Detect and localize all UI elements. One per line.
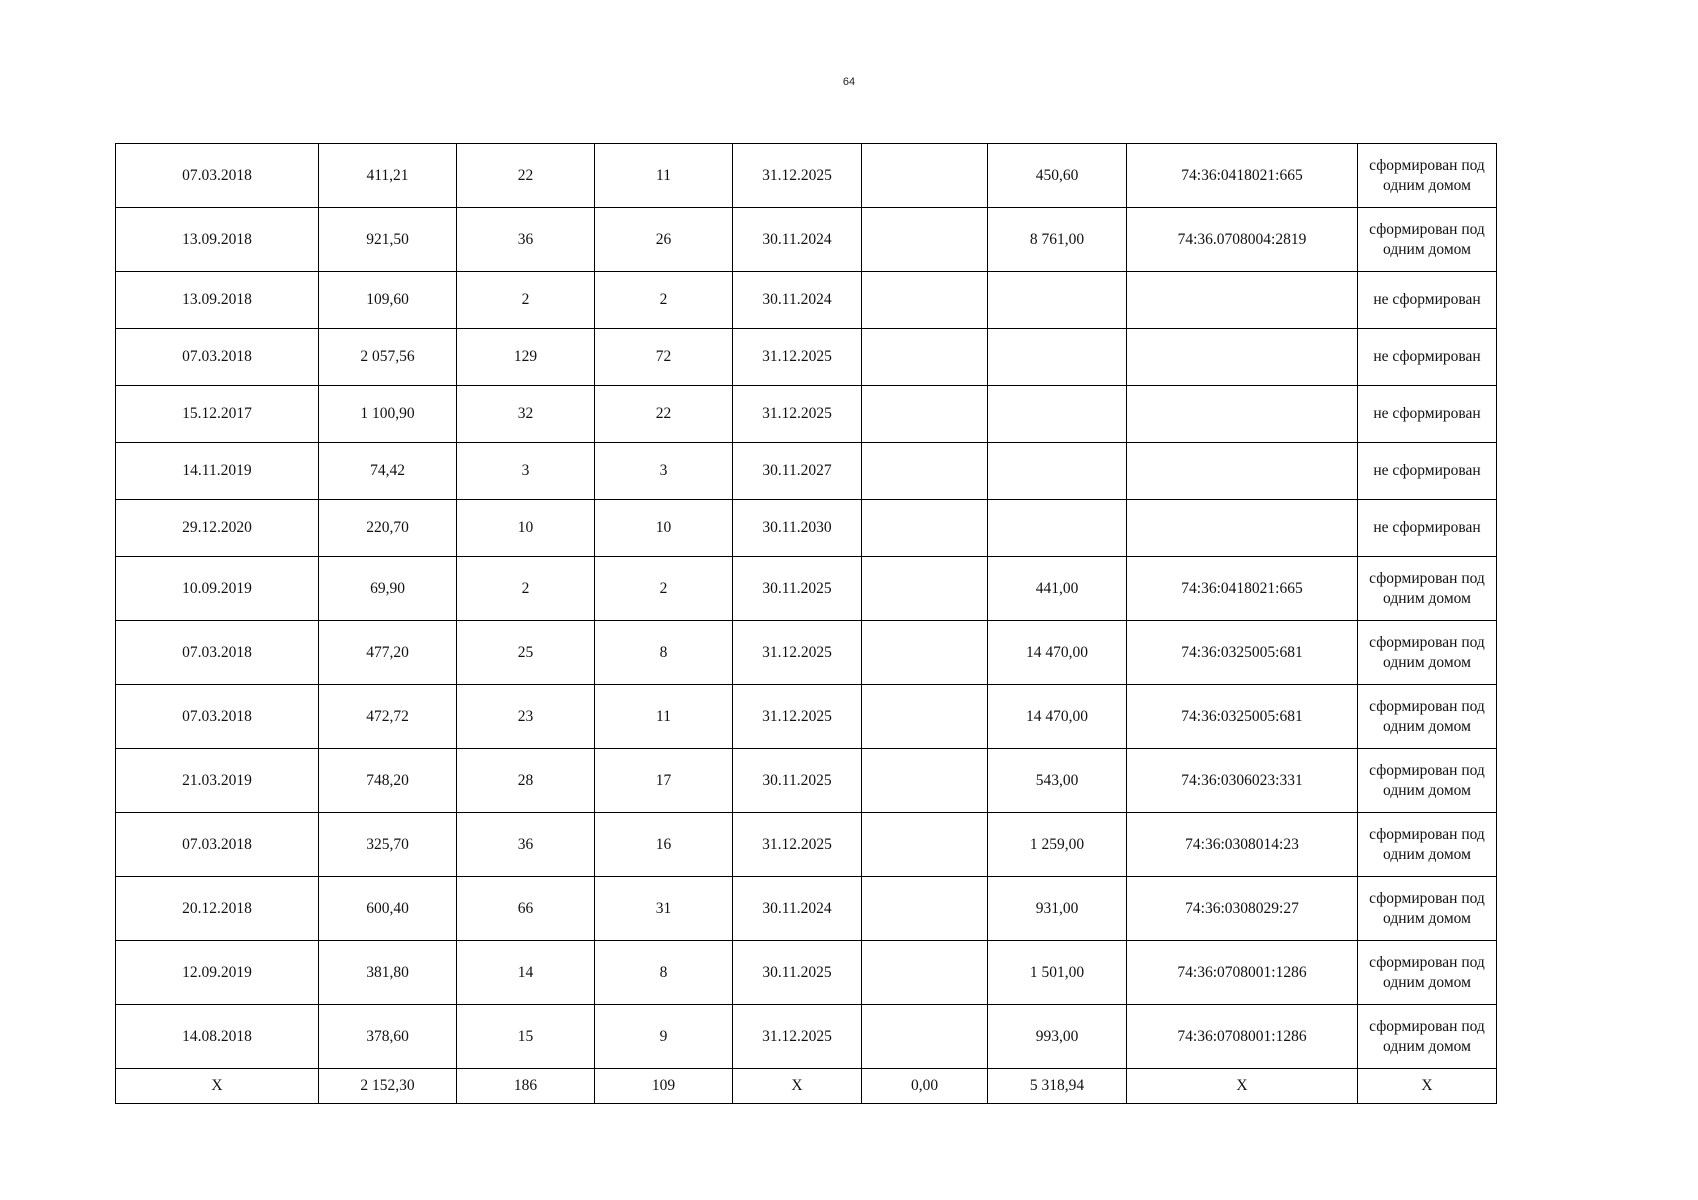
land-status-cell: сформирован под одним домом [1358,685,1497,749]
units-cell: 26 [595,208,733,272]
cadastral-number-cell [1127,272,1358,329]
deadline-cell: 31.12.2025 [733,685,862,749]
date-cell: 07.03.2018 [116,685,319,749]
land-status-cell: сформирован под одним домом [1358,144,1497,208]
date-cell: 10.09.2019 [116,557,319,621]
date-cell: 29.12.2020 [116,500,319,557]
deadline-cell: 31.12.2025 [733,621,862,685]
table-row [116,877,1497,941]
table-row [116,272,1497,329]
residents-cell: 66 [457,877,595,941]
area-cell: 1 100,90 [319,386,457,443]
cadastral-number-cell: 74:36:0418021:665 [1127,557,1358,621]
area-cell: 600,40 [319,877,457,941]
empty-cell [862,329,988,386]
land-status-cell: сформирован под одним домом [1358,941,1497,1005]
land-status-cell: сформирован под одним домом [1358,813,1497,877]
land-area-cell: 8 761,00 [988,208,1127,272]
residents-cell: 23 [457,685,595,749]
land-status-cell: не сформирован [1358,443,1497,500]
cadastral-number-cell [1127,386,1358,443]
land-area-cell [988,500,1127,557]
cadastral-number-cell: 74:36.0708004:2819 [1127,208,1358,272]
table-row [116,443,1497,500]
land-status-cell: сформирован под одним домом [1358,1005,1497,1069]
table-row [116,386,1497,443]
deadline-cell: 30.11.2030 [733,500,862,557]
land-status-cell: сформирован под одним домом [1358,621,1497,685]
units-cell: 2 [595,272,733,329]
land-area-cell: 14 470,00 [988,685,1127,749]
residents-cell: 2 [457,272,595,329]
empty-cell [862,749,988,813]
total-cell: X [1127,1069,1358,1104]
total-cell: X [1358,1069,1497,1104]
residents-cell: 36 [457,208,595,272]
deadline-cell: 31.12.2025 [733,144,862,208]
total-cell: 5 318,94 [988,1069,1127,1104]
land-area-cell: 14 470,00 [988,621,1127,685]
empty-cell [862,443,988,500]
table-row [116,813,1497,877]
cadastral-number-cell: 74:36:0708001:1286 [1127,941,1358,1005]
land-area-cell [988,443,1127,500]
empty-cell [862,500,988,557]
table-row [116,941,1497,1005]
page-number: 64 [842,76,856,88]
area-cell: 2 057,56 [319,329,457,386]
date-cell: 14.08.2018 [116,1005,319,1069]
empty-cell [862,557,988,621]
table-row [116,329,1497,386]
units-cell: 10 [595,500,733,557]
empty-cell [862,386,988,443]
land-area-cell: 1 501,00 [988,941,1127,1005]
cadastral-number-cell: 74:36:0325005:681 [1127,685,1358,749]
residents-cell: 36 [457,813,595,877]
date-cell: 21.03.2019 [116,749,319,813]
land-status-cell: не сформирован [1358,386,1497,443]
total-cell: 186 [457,1069,595,1104]
area-cell: 381,80 [319,941,457,1005]
area-cell: 748,20 [319,749,457,813]
deadline-cell: 30.11.2024 [733,272,862,329]
table-row [116,685,1497,749]
area-cell: 477,20 [319,621,457,685]
deadline-cell: 30.11.2025 [733,749,862,813]
empty-cell [862,941,988,1005]
land-status-cell: сформирован под одним домом [1358,749,1497,813]
date-cell: 07.03.2018 [116,329,319,386]
land-area-cell: 441,00 [988,557,1127,621]
total-row [116,1069,1497,1104]
units-cell: 9 [595,1005,733,1069]
units-cell: 2 [595,557,733,621]
area-cell: 411,21 [319,144,457,208]
deadline-cell: 31.12.2025 [733,386,862,443]
residents-cell: 25 [457,621,595,685]
area-cell: 325,70 [319,813,457,877]
area-cell: 220,70 [319,500,457,557]
table-row [116,1005,1497,1069]
units-cell: 8 [595,621,733,685]
data-table [115,143,1497,1104]
residents-cell: 3 [457,443,595,500]
date-cell: 07.03.2018 [116,144,319,208]
units-cell: 17 [595,749,733,813]
land-status-cell: не сформирован [1358,272,1497,329]
deadline-cell: 30.11.2024 [733,208,862,272]
land-area-cell [988,272,1127,329]
units-cell: 22 [595,386,733,443]
date-cell: 07.03.2018 [116,621,319,685]
total-cell: X [116,1069,319,1104]
deadline-cell: 30.11.2025 [733,557,862,621]
cadastral-number-cell: 74:36:0306023:331 [1127,749,1358,813]
total-cell: 0,00 [862,1069,988,1104]
empty-cell [862,621,988,685]
cadastral-number-cell: 74:36:0308014:23 [1127,813,1358,877]
units-cell: 11 [595,144,733,208]
land-status-cell: сформирован под одним домом [1358,208,1497,272]
empty-cell [862,1005,988,1069]
empty-cell [862,813,988,877]
deadline-cell: 30.11.2025 [733,941,862,1005]
date-cell: 13.09.2018 [116,208,319,272]
land-status-cell: сформирован под одним домом [1358,877,1497,941]
cadastral-number-cell: 74:36:0418021:665 [1127,144,1358,208]
residents-cell: 22 [457,144,595,208]
area-cell: 109,60 [319,272,457,329]
cadastral-number-cell: 74:36:0708001:1286 [1127,1005,1358,1069]
table-row [116,621,1497,685]
units-cell: 11 [595,685,733,749]
area-cell: 69,90 [319,557,457,621]
cadastral-number-cell: 74:36:0325005:681 [1127,621,1358,685]
table-row [116,144,1497,208]
empty-cell [862,272,988,329]
total-cell: 109 [595,1069,733,1104]
deadline-cell: 31.12.2025 [733,1005,862,1069]
empty-cell [862,208,988,272]
date-cell: 07.03.2018 [116,813,319,877]
table-row [116,557,1497,621]
empty-cell [862,144,988,208]
land-area-cell: 450,60 [988,144,1127,208]
empty-cell [862,877,988,941]
units-cell: 8 [595,941,733,1005]
residents-cell: 10 [457,500,595,557]
deadline-cell: 31.12.2025 [733,813,862,877]
date-cell: 15.12.2017 [116,386,319,443]
residents-cell: 2 [457,557,595,621]
date-cell: 14.11.2019 [116,443,319,500]
residents-cell: 129 [457,329,595,386]
residents-cell: 14 [457,941,595,1005]
residents-cell: 32 [457,386,595,443]
area-cell: 921,50 [319,208,457,272]
cadastral-number-cell: 74:36:0308029:27 [1127,877,1358,941]
land-area-cell [988,329,1127,386]
date-cell: 13.09.2018 [116,272,319,329]
land-status-cell: не сформирован [1358,500,1497,557]
deadline-cell: 30.11.2027 [733,443,862,500]
deadline-cell: 31.12.2025 [733,329,862,386]
cadastral-number-cell [1127,500,1358,557]
table-row [116,208,1497,272]
land-status-cell: сформирован под одним домом [1358,557,1497,621]
land-area-cell: 1 259,00 [988,813,1127,877]
residents-cell: 28 [457,749,595,813]
total-cell: 2 152,30 [319,1069,457,1104]
table-row [116,749,1497,813]
deadline-cell: 30.11.2024 [733,877,862,941]
date-cell: 20.12.2018 [116,877,319,941]
cadastral-number-cell [1127,329,1358,386]
residents-cell: 15 [457,1005,595,1069]
total-cell: X [733,1069,862,1104]
land-area-cell: 543,00 [988,749,1127,813]
units-cell: 3 [595,443,733,500]
table-row [116,500,1497,557]
cadastral-number-cell [1127,443,1358,500]
area-cell: 74,42 [319,443,457,500]
land-status-cell: не сформирован [1358,329,1497,386]
units-cell: 31 [595,877,733,941]
date-cell: 12.09.2019 [116,941,319,1005]
land-area-cell: 931,00 [988,877,1127,941]
area-cell: 472,72 [319,685,457,749]
land-area-cell: 993,00 [988,1005,1127,1069]
units-cell: 16 [595,813,733,877]
land-area-cell [988,386,1127,443]
empty-cell [862,685,988,749]
area-cell: 378,60 [319,1005,457,1069]
units-cell: 72 [595,329,733,386]
